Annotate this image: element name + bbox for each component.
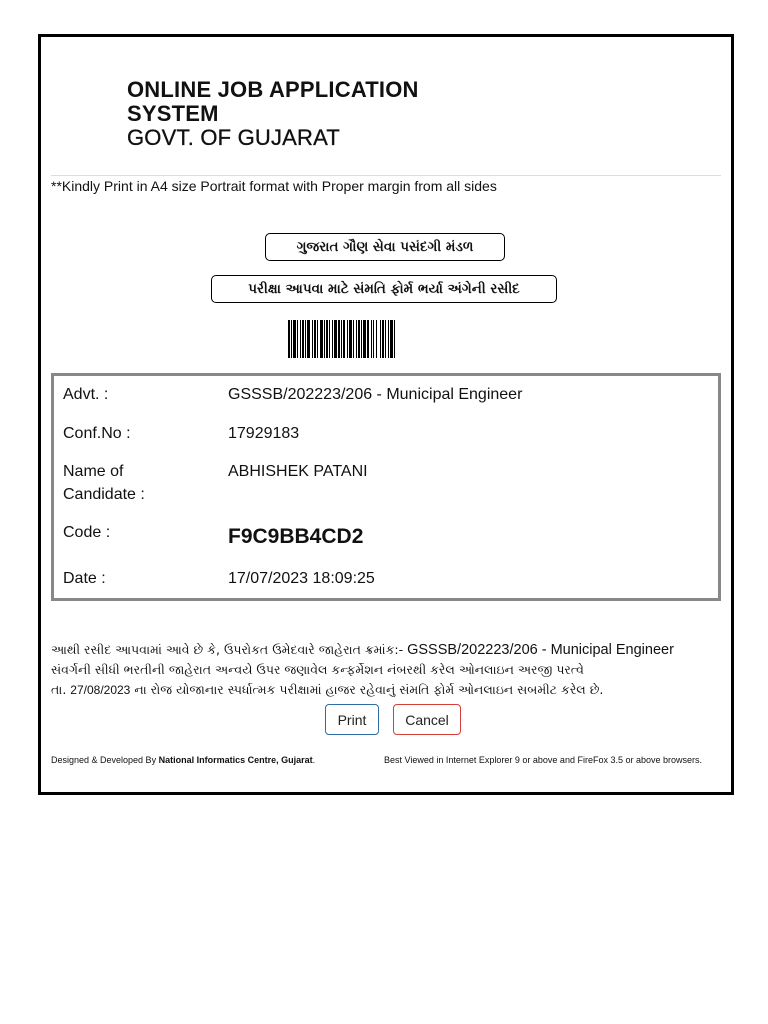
- declaration-text: [51, 640, 731, 700]
- barcode-bar: [395, 320, 397, 358]
- date-label: Date :: [63, 570, 106, 587]
- page-title: [127, 78, 547, 150]
- footer-designed-prefix: Designed & Developed By: [51, 755, 159, 765]
- declaration-advt: GSSSB/202223/206 - Municipal Engineer: [407, 642, 674, 658]
- cancel-button[interactable]: Cancel: [393, 704, 461, 735]
- advt-value: GSSSB/202223/206 - Municipal Engineer: [228, 386, 523, 403]
- footer-credits: [51, 755, 315, 765]
- conf-label: Conf.No :: [63, 425, 131, 442]
- declaration-line-3: [51, 680, 731, 700]
- title-line-3: GOVT. OF GUJARAT: [127, 125, 341, 150]
- advt-label: Advt. :: [63, 386, 109, 403]
- header-divider: [51, 175, 721, 176]
- barcode: [288, 320, 484, 358]
- title-line-2: SYSTEM: [127, 101, 219, 126]
- footer-developer: National Informatics Centre, Gujarat: [158, 755, 313, 765]
- conf-value: 17929183: [228, 425, 300, 442]
- declaration-line-2: સંવર્ગની સીધી ભરતીની જાહેરાત અન્વયે ઉપર જણાવેલ કન્ફર્મેશન નંબરથી કરેલ ઓનલાઇન અરજી પરત્વે: [51, 662, 584, 677]
- print-note: **Kindly Print in A4 size Portrait format with Proper margin from all sides: [51, 178, 497, 194]
- footer-designed-suffix: .: [312, 755, 316, 765]
- title-line-1: ONLINE JOB APPLICATION: [127, 77, 419, 102]
- candidate-details-box: [51, 373, 721, 601]
- declaration-date-prefix: તા.: [51, 682, 71, 697]
- declaration-line-3-rest: ના રોજ યોજાનાર સ્પર્ધાત્મક પરીક્ષામાં હાજર રહેવાનું સંમતિ ફોર્મ ઓનલાઇન સબમીટ કરેલ છે.: [130, 682, 604, 697]
- name-label-line1: Name of: [63, 463, 124, 480]
- name-label-line2: Candidate :: [63, 486, 145, 503]
- exam-date: 27/08/2023: [70, 683, 131, 697]
- declaration-line-1: [51, 640, 731, 660]
- footer-browser-note: Best Viewed in Internet Explorer 9 or above and FireFox 3.5 or above browsers.: [384, 755, 703, 765]
- code-label: Code :: [63, 524, 111, 541]
- receipt-title: પરીક્ષા આપવા માટે સંમતિ ફોર્મ ભર્યા અંગેની રસીદ: [211, 275, 557, 303]
- name-label: [63, 460, 213, 506]
- declaration-line-1-gu: આથી રસીદ આપવામાં આવે છે કે, ઉપરોકત ઉમેદવારે જાહેરાત ક્રમાંક:-: [51, 642, 408, 657]
- organization-name: ગુજરાત ગૌણ સેવા પસંદગી મંડળ: [265, 233, 505, 261]
- date-value: 17/07/2023 18:09:25: [228, 570, 375, 587]
- receipt-frame: [38, 34, 734, 795]
- code-value: F9C9BB4CD2: [228, 525, 364, 548]
- print-button[interactable]: Print: [325, 704, 379, 735]
- candidate-name: ABHISHEK PATANI: [228, 463, 368, 480]
